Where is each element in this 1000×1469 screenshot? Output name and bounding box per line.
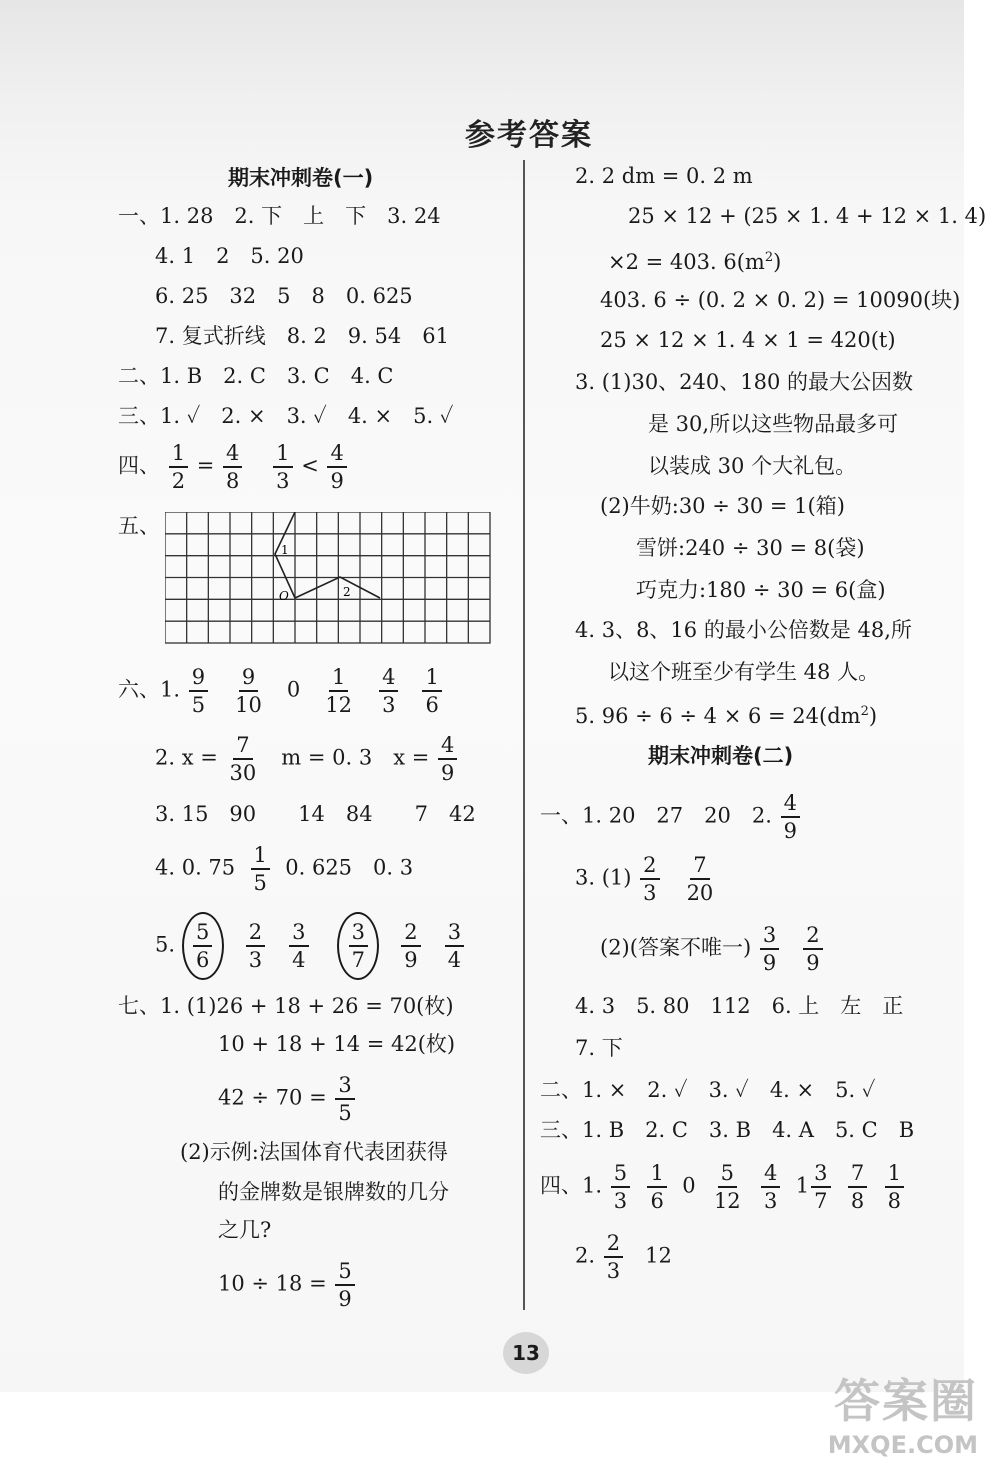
answer-value: 12 [645, 1243, 672, 1268]
operator: = [196, 453, 215, 478]
answer-value: 42 ÷ 70 = [218, 1085, 327, 1110]
answer-line-fractions [540, 790, 802, 844]
item-prefix: 四、 [118, 453, 160, 478]
circled-answer: $\frac{3}{7}$ [337, 912, 379, 980]
fraction: $\frac{3}{4}$ [445, 919, 464, 973]
item-prefix: 2. [575, 1243, 596, 1268]
fraction: $\frac{1}{8}$ [885, 1160, 904, 1214]
fraction: $\frac{2}{3}$ [640, 852, 659, 906]
answer-value: ) [773, 250, 782, 274]
answer-line: 403. 6 ÷ (0. 2 × 0. 2) = 10090(块) [600, 288, 961, 312]
answer-line: 25 × 12 + (25 × 1. 4 + 12 × 1. 4) [628, 204, 987, 228]
answer-value: 一、1. 20 27 20 2. [540, 803, 772, 828]
item-prefix: 五、 [118, 514, 160, 538]
answer-line-fractions [218, 1258, 357, 1312]
answer-line: 以装成 30 个大礼包。 [648, 454, 857, 478]
answer-line-fractions [600, 922, 825, 976]
watermark [828, 1365, 978, 1459]
column-divider [523, 160, 525, 1310]
grid-label-1: 1 [281, 543, 289, 557]
answer-value: ) [868, 704, 878, 728]
operator: < [301, 453, 319, 478]
answer-line-fractions [118, 664, 444, 718]
answer-line: 3. 15 90 14 84 7 42 [155, 802, 476, 826]
fraction: $\frac{4}{9}$ [438, 732, 457, 786]
item-prefix: 六、1. [118, 677, 181, 702]
answer-line: 是 30,所以这些物品最多可 [648, 412, 899, 436]
answer-line-fractions [118, 440, 349, 494]
section-heading-1: 期末冲刺卷(一) [228, 166, 374, 190]
answer-line: 二、1. × 2. ✓ 3. ✓ 4. × 5. ✓ [540, 1078, 876, 1102]
answer-line: 巧克力:180 ÷ 30 = 6(盒) [636, 578, 886, 602]
answer-line: 雪饼:240 ÷ 30 = 8(袋) [636, 536, 865, 560]
item-prefix: (2)(答案不唯一) [600, 935, 752, 960]
answer-line [608, 244, 781, 276]
circled-answer: $\frac{5}{6}$ [182, 912, 224, 980]
grid-figure [165, 512, 491, 644]
fraction: $\frac{7}{8}$ [848, 1160, 867, 1214]
answer-line: 2. 2 dm = 0. 2 m [575, 164, 753, 188]
fraction: $\frac{4}{9}$ [327, 440, 346, 494]
fraction: $\frac{3}{5}$ [335, 1072, 354, 1126]
fraction: $\frac{1}{5}$ [251, 842, 270, 896]
answer-line: 7. 复式折线 8. 2 9. 54 61 [155, 324, 449, 348]
item-prefix: 3. (1) [575, 865, 632, 890]
fraction: $\frac{2}{9}$ [803, 922, 822, 976]
fraction: $\frac{2}{3}$ [604, 1230, 623, 1284]
answer-line: 的金牌数是银牌数的几分 [218, 1180, 449, 1204]
fraction: $\frac{1}{6}$ [422, 664, 441, 718]
fraction: $\frac{4}{3}$ [761, 1160, 780, 1214]
page-number: 13 [503, 1332, 549, 1374]
answer-value: 0 [682, 1173, 696, 1198]
watermark-url: MXQE.COM [827, 1431, 978, 1459]
exponent: 2 [764, 250, 774, 265]
answer-value: 5. 96 ÷ 6 ÷ 4 × 6 = 24(dm [575, 704, 861, 728]
answer-line: 4. 3、8、16 的最小公倍数是 48,所 [575, 618, 912, 642]
answer-value: ×2 = 403. 6(m [608, 250, 765, 274]
item-prefix: 2. x = [155, 745, 218, 770]
answer-line: (2)示例:法国体育代表团获得 [180, 1140, 448, 1164]
answer-line-fractions [575, 1230, 672, 1284]
fraction: $\frac{1}{12}$ [325, 665, 353, 717]
fraction: $\frac{7}{30}$ [229, 733, 257, 785]
answer-value: 10 ÷ 18 = [218, 1271, 327, 1296]
answer-line: 10 + 18 + 14 = 42(枚) [218, 1032, 456, 1056]
exponent: 2 [860, 704, 869, 719]
fraction: $\frac{7}{20}$ [686, 853, 714, 905]
fraction: $\frac{4}{9}$ [781, 790, 800, 844]
fraction: $\frac{3}{9}$ [760, 922, 779, 976]
fraction: $\frac{5}{9}$ [335, 1258, 354, 1312]
fraction: $\frac{9}{10}$ [235, 665, 262, 717]
answer-line: 三、1. ✓ 2. × 3. ✓ 4. × 5. ✓ [118, 404, 454, 428]
item-prefix: 四、1. [540, 1173, 603, 1198]
answer-line: 4. 3 5. 80 112 6. 上 左 正 [575, 994, 904, 1018]
answer-value: 0 [286, 677, 301, 702]
grid-label-origin: O [279, 589, 289, 603]
answer-line: 二、1. B 2. C 3. C 4. C [118, 364, 394, 388]
answer-line: 7. 下 [575, 1036, 623, 1060]
answer-line-fractions [155, 842, 413, 896]
section-heading-2: 期末冲刺卷(二) [648, 744, 794, 768]
fraction: $\frac{5}{12}$ [713, 1161, 741, 1213]
fraction: $\frac{4}{3}$ [379, 664, 398, 718]
answer-line-fractions [540, 1160, 906, 1214]
answer-value: 1 [795, 1173, 810, 1198]
fraction: $\frac{2}{9}$ [401, 919, 420, 973]
answer-line-fractions [155, 732, 459, 786]
fraction: $\frac{3}{7}$ [811, 1160, 830, 1214]
answer-value: 4. 0. 75 [155, 855, 236, 880]
fraction: $\frac{1}{6}$ [647, 1160, 666, 1214]
answer-line-fractions [575, 852, 718, 906]
fraction: $\frac{4}{8}$ [223, 440, 242, 494]
page-title: 参考答案 [465, 118, 593, 153]
answer-line: 三、1. B 2. C 3. B 4. A 5. C B [540, 1118, 915, 1142]
answer-line: 4. 1 2 5. 20 [155, 244, 304, 268]
answer-line: 3. (1)30、240、180 的最大公因数 [575, 370, 914, 394]
watermark-title: 答案圈 [834, 1374, 978, 1428]
answer-line [575, 698, 877, 730]
answer-line: 6. 25 32 5 8 0. 625 [155, 284, 413, 308]
answer-line: (2)牛奶:30 ÷ 30 = 1(箱) [600, 494, 845, 518]
answer-line: 之几? [218, 1218, 272, 1242]
grid-label-2: 2 [343, 585, 351, 599]
answer-line: 七、1. (1)26 + 18 + 26 = 70(枚) [118, 994, 454, 1018]
fraction: $\frac{9}{5}$ [189, 664, 208, 718]
fraction: $\frac{1}{3}$ [273, 440, 292, 494]
fraction: $\frac{3}{4}$ [289, 919, 308, 973]
answer-value: 0. 625 0. 3 [285, 855, 414, 880]
answer-value: m = 0. 3 x = [281, 745, 430, 770]
answer-line: 一、1. 28 2. 下 上 下 3. 24 [118, 204, 441, 228]
item-prefix: 5. [155, 932, 176, 957]
answer-line: 25 × 12 × 1. 4 × 1 = 420(t) [600, 328, 896, 352]
answer-line-fractions [155, 912, 466, 980]
answer-line: 以这个班至少有学生 48 人。 [608, 660, 880, 684]
fraction: $\frac{2}{3}$ [246, 919, 265, 973]
fraction: $\frac{5}{3}$ [611, 1160, 630, 1214]
fraction: $\frac{1}{2}$ [169, 440, 188, 494]
answer-line-fractions [218, 1072, 357, 1126]
